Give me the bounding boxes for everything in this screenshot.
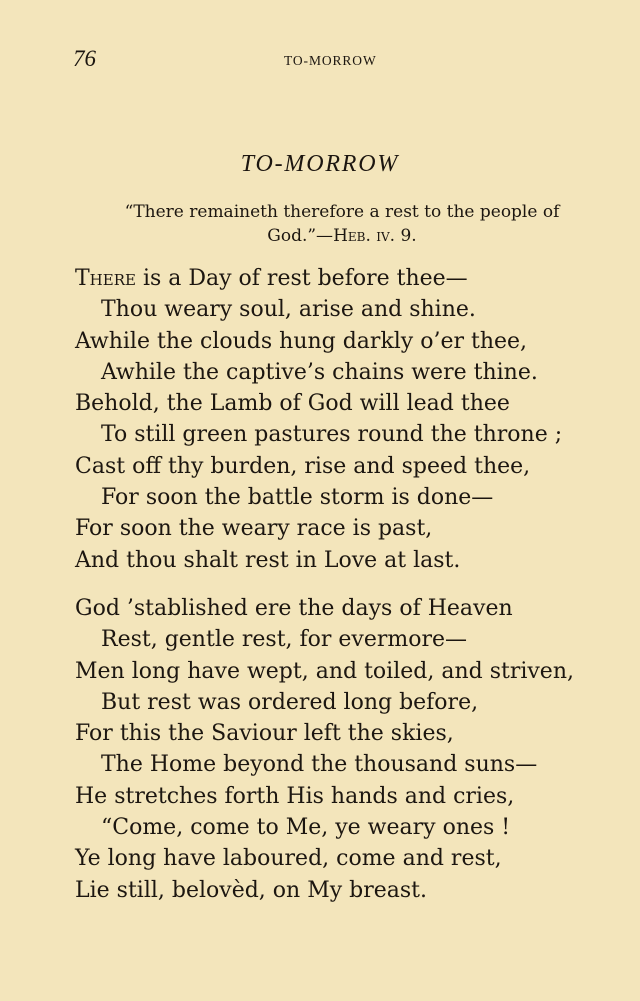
stanza-2 <box>75 593 635 906</box>
poem-line: Men long have wept, and toiled, and striven, <box>75 658 574 684</box>
poem-line: The Home beyond the thousand suns— <box>101 752 538 778</box>
epigraph-line-2-start: God.”— <box>267 226 334 246</box>
epigraph <box>112 200 572 248</box>
poem-line: For soon the battle storm is done— <box>101 485 494 511</box>
poem-line-rest: is a Day of rest before thee— <box>135 266 468 291</box>
poem-line: But rest was ordered long before, <box>101 689 479 715</box>
poem-line-initial-word: There <box>75 266 136 291</box>
poem-line: To still green pastures round the throne ; <box>101 422 563 448</box>
poem-line: “Come, come to Me, ye weary ones ! <box>101 815 511 841</box>
poem-line: Cast off thy burden, rise and speed thee, <box>75 453 531 479</box>
poem-line: And thou shalt rest in Love at last. <box>75 547 461 573</box>
poem-line: He stretches forth His hands and cries, <box>75 783 515 809</box>
poem-line: God ’stablished ere the days of Heaven <box>75 596 513 621</box>
poem-line: For soon the weary race is past, <box>75 516 433 542</box>
epigraph-line-1: “There remaineth therefore a rest to the people of <box>124 202 560 222</box>
poem-line: Thou weary soul, arise and shine. <box>101 297 476 323</box>
epigraph-line-2 <box>112 224 572 248</box>
poem-line: Awhile the captive’s chains were thine. <box>101 359 538 385</box>
stanza-1 <box>75 263 635 576</box>
epigraph-citation: Heb. iv. 9. <box>333 226 417 246</box>
poem-line: Awhile the clouds hung darkly o’er thee, <box>75 328 528 354</box>
poem-line: Rest, gentle rest, for evermore— <box>101 627 468 653</box>
poem-line: For this the Saviour left the skies, <box>75 721 454 747</box>
poem-line: Behold, the Lamb of God will lead thee <box>75 391 510 417</box>
page-number: 76 <box>73 46 96 71</box>
poem-line <box>75 263 635 294</box>
poem-title: TO-MORROW <box>240 151 400 177</box>
poem-line: Ye long have laboured, come and rest, <box>75 846 502 872</box>
poem-line: Lie still, belovèd, on My breast. <box>75 877 427 903</box>
running-head: TO-MORROW <box>284 53 377 68</box>
